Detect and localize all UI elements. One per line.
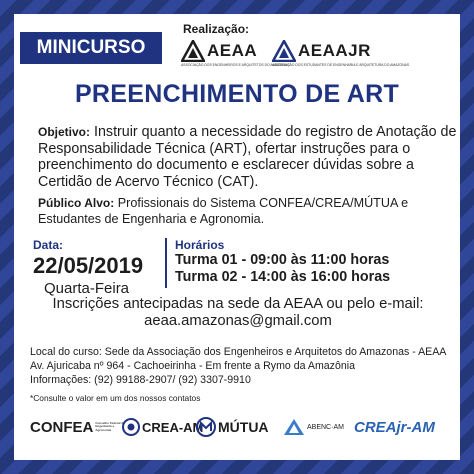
confea-logo-text: CONFEA	[30, 418, 94, 436]
date-divider	[165, 238, 167, 288]
publico-label: Público Alvo:	[38, 196, 115, 210]
local-line-2: Av. Ajuricaba nº 964 - Cachoeirinha - Em frente a Rymo da Amazônia	[30, 360, 355, 372]
aeaa-triangle-icon	[181, 40, 205, 62]
objetivo-label: Objetivo:	[38, 125, 91, 139]
date-label: Data:	[33, 238, 64, 252]
mutua-logo	[196, 413, 269, 441]
publico-section	[38, 196, 458, 227]
realizacao-label: Realização:	[183, 22, 250, 36]
creajr-logo	[354, 413, 435, 441]
aeaajr-triangle-icon	[272, 40, 296, 62]
crea-am-seal-icon	[122, 418, 140, 436]
objetivo-text: Instruir quanto a necessidade do registro de Anotação de Responsabilidade Técnica (ART), ofertar instruções para o preenchimento do documento e esclarecer dúvidas sobre a Certidão de Acervo Técnico (CAT).	[38, 124, 457, 190]
aeaa-logo-subtitle: ASSOCIAÇÃO DOS ENGENHEIROS E ARQUITETOS DO AMAZONAS	[181, 63, 290, 67]
creajr-logo-text: CREAjr-AM	[354, 418, 435, 436]
aeaajr-logo-text: AEAAJR	[298, 41, 371, 60]
date-value: 22/05/2019	[33, 253, 144, 278]
publico-text: Profissionais do Sistema CONFEA/CREA/MÚTUA e Estudantes de Engenharia e Agronomia.	[38, 196, 409, 226]
aeaa-logo	[181, 38, 257, 64]
confea-logo-subtitle: Conselho Federal de Engenharia e Agronomia	[95, 420, 125, 432]
page-title: PREENCHIMENTO DE ART	[74, 80, 400, 108]
inscricoes-text: Inscrições antecipadas na sede da AEAA ou pelo e-mail: aeaa.amazonas@gmail.com	[52, 296, 424, 329]
turma-1: Turma 01 - 09:00 às 11:00 horas	[175, 252, 390, 268]
aeaajr-logo-subtitle: ASSOCIAÇÃO DOS ESTUDANTES DE ENGENHARIA E ARQUITETURA DO AMAZONAS	[272, 63, 410, 67]
turma-2: Turma 02 - 14:00 às 16:00 horas	[175, 269, 391, 285]
mutua-m-icon	[196, 417, 216, 437]
horarios-label: Horários	[175, 238, 225, 252]
crea-am-logo-text: CREA-AM	[142, 419, 204, 435]
crea-am-logo	[122, 413, 203, 441]
abenc-triangle-icon	[283, 418, 305, 436]
local-line-1: Local do curso: Sede da Associação dos Engenheiros e Arquitetos do Amazonas - AEAA	[30, 346, 447, 358]
abenc-logo-text: ABENC·AM	[307, 423, 344, 431]
objetivo-section	[38, 124, 458, 190]
aeaajr-logo	[272, 38, 371, 64]
local-line-3: Informações: (92) 99188-2907/ (92) 3307-9910	[30, 374, 251, 386]
confea-logo	[30, 413, 129, 441]
minicurso-badge: MINICURSO	[20, 32, 162, 64]
date-block	[33, 238, 143, 297]
consulte-note: *Consulte o valor em um dos nossos contatos	[30, 393, 201, 403]
date-weekday: Quarta-Feira	[44, 280, 130, 297]
mutua-logo-text: MÚTUA	[218, 419, 269, 435]
local-section	[30, 345, 450, 387]
abenc-logo	[283, 413, 344, 441]
horarios-block	[175, 238, 390, 286]
aeaa-logo-text: AEAA	[207, 41, 258, 60]
